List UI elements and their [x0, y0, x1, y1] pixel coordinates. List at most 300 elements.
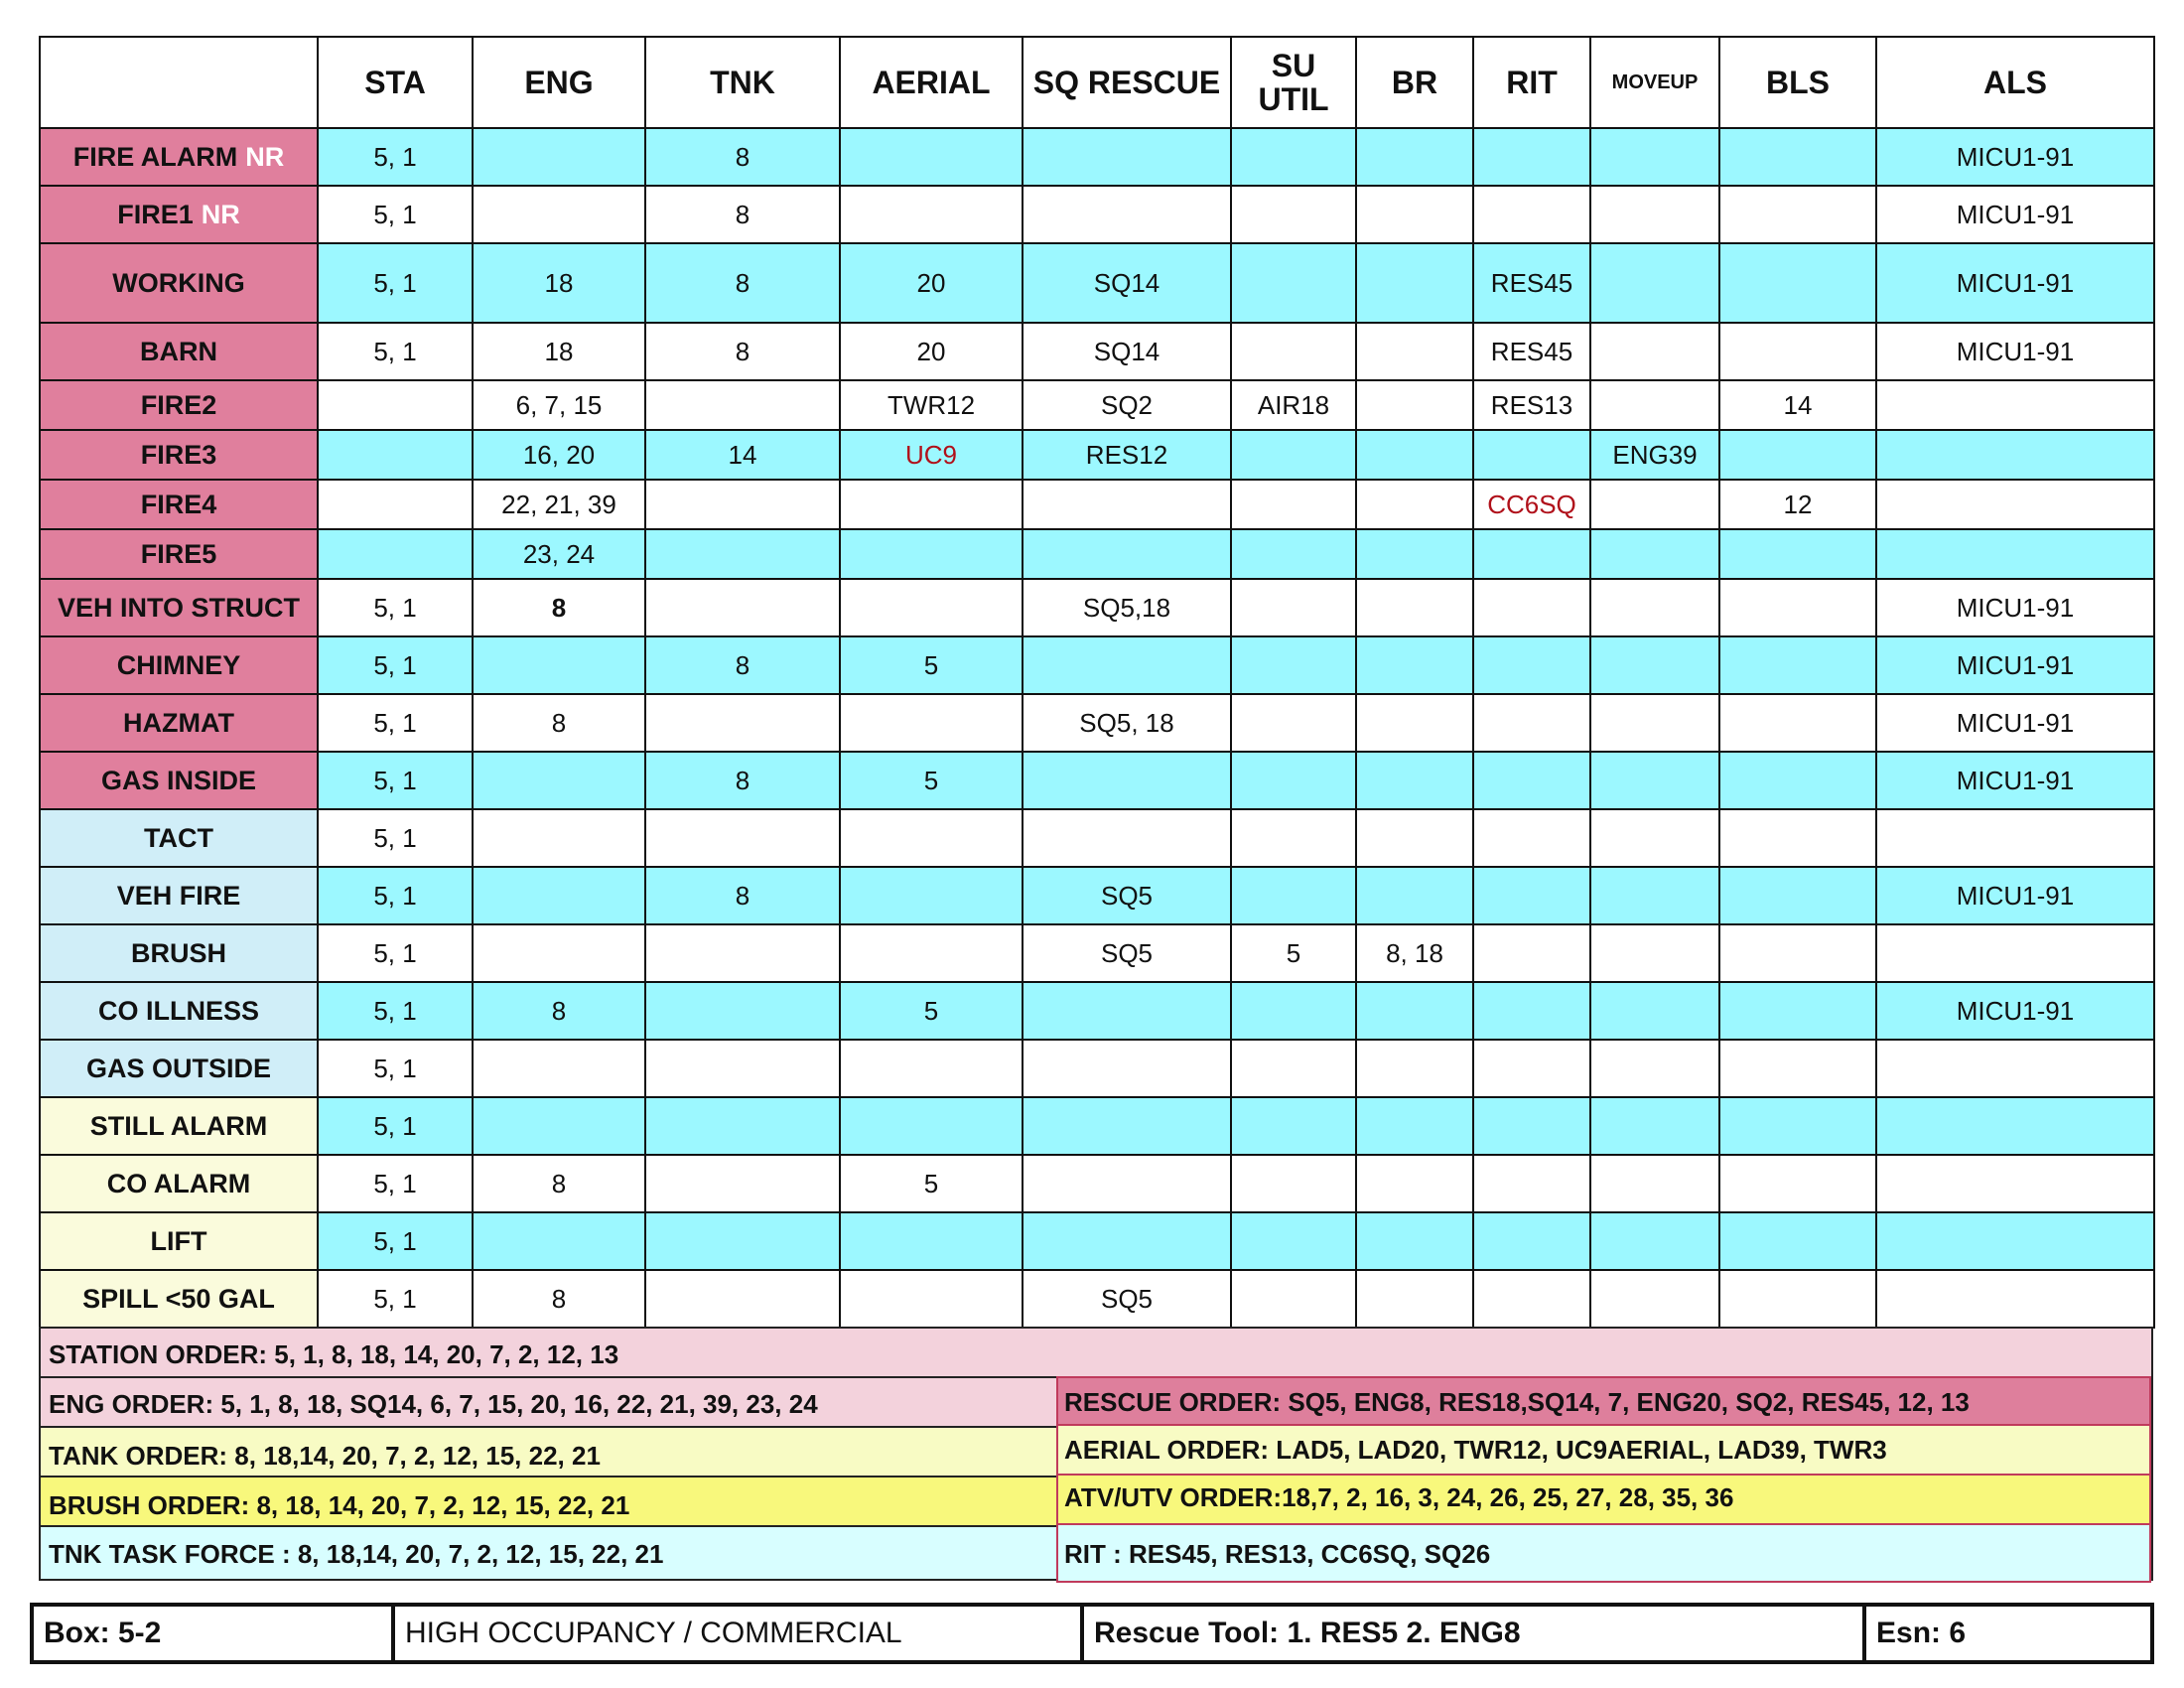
header-moveup: MOVEUP	[1590, 37, 1719, 128]
table-cell: 5, 1	[318, 1155, 473, 1212]
table-cell: MICU1-91	[1876, 128, 2154, 186]
table-cell	[318, 430, 473, 480]
table-cell	[1023, 529, 1231, 579]
table-cell	[1473, 1212, 1590, 1270]
header-sta: STA	[318, 37, 473, 128]
table-cell: SQ2	[1023, 380, 1231, 430]
table-row	[40, 636, 2154, 694]
table-cell	[1356, 982, 1473, 1040]
table-cell	[1473, 636, 1590, 694]
table-row	[40, 924, 2154, 982]
table-cell	[1356, 1155, 1473, 1212]
table-cell: 5, 1	[318, 1040, 473, 1097]
table-cell	[1356, 323, 1473, 380]
table-cell: CC6SQ	[1473, 480, 1590, 529]
table-cell	[473, 636, 645, 694]
table-cell	[1719, 579, 1876, 636]
table-cell: 5, 1	[318, 982, 473, 1040]
table-cell	[1231, 1212, 1356, 1270]
row-label	[40, 694, 318, 752]
table-cell: MICU1-91	[1876, 323, 2154, 380]
tnk-task-force-text: TNK TASK FORCE : 8, 18,14, 20, 7, 2, 12, 15, 22, 21	[49, 1539, 664, 1569]
table-cell	[1231, 636, 1356, 694]
table-cell	[645, 380, 840, 430]
table-cell: SQ5, 18	[1023, 694, 1231, 752]
table-cell	[1719, 323, 1876, 380]
aerial-order-box	[1056, 1424, 2151, 1476]
table-cell	[1023, 982, 1231, 1040]
table-cell: 8	[645, 323, 840, 380]
table-cell: SQ5,18	[1023, 579, 1231, 636]
table-cell	[1590, 1040, 1719, 1097]
table-row	[40, 480, 2154, 529]
row-label	[40, 752, 318, 809]
table-cell: RES45	[1473, 243, 1590, 323]
table-cell	[318, 529, 473, 579]
atv-utv-order-box	[1056, 1474, 2151, 1525]
row-label-text: FIRE1	[117, 199, 194, 229]
table-row	[40, 867, 2154, 924]
table-cell	[1356, 809, 1473, 867]
table-cell: 16, 20	[473, 430, 645, 480]
row-label	[40, 430, 318, 480]
rit-order-text: RIT : RES45, RES13, CC6SQ, SQ26	[1064, 1539, 1491, 1569]
table-row	[40, 579, 2154, 636]
row-label	[40, 867, 318, 924]
eng-order-text: ENG ORDER: 5, 1, 8, 18, SQ14, 6, 7, 15, 20, 16, 22, 21, 39, 23, 24	[49, 1389, 818, 1419]
table-cell	[1231, 579, 1356, 636]
header-als: ALS	[1876, 37, 2154, 128]
table-row	[40, 380, 2154, 430]
table-cell: 5, 1	[318, 1270, 473, 1328]
header-aerial: AERIAL	[840, 37, 1023, 128]
table-cell: RES12	[1023, 430, 1231, 480]
table-cell	[1719, 529, 1876, 579]
table-cell	[1590, 809, 1719, 867]
row-label	[40, 982, 318, 1040]
table-cell: 5, 1	[318, 186, 473, 243]
row-label	[40, 636, 318, 694]
table-cell	[1473, 186, 1590, 243]
table-cell: 5	[1231, 924, 1356, 982]
table-cell	[473, 1212, 645, 1270]
table-cell	[645, 1212, 840, 1270]
header-corner	[40, 37, 318, 128]
row-label	[40, 1212, 318, 1270]
table-cell	[1473, 752, 1590, 809]
table-cell	[1719, 636, 1876, 694]
footer-occupancy: HIGH OCCUPANCY / COMMERCIAL	[395, 1607, 1084, 1660]
table-cell	[473, 186, 645, 243]
row-label-text: CO ILLNESS	[97, 995, 259, 1026]
table-cell	[1590, 480, 1719, 529]
table-cell	[1719, 809, 1876, 867]
row-label	[40, 1040, 318, 1097]
brush-order-text: BRUSH ORDER: 8, 18, 14, 20, 7, 2, 12, 15, 22, 21	[49, 1490, 630, 1520]
table-cell: 5	[840, 982, 1023, 1040]
table-cell	[1876, 529, 2154, 579]
table-row	[40, 243, 2154, 323]
table-cell	[1876, 480, 2154, 529]
table-cell	[1473, 867, 1590, 924]
table-cell: 5, 1	[318, 243, 473, 323]
atv-utv-order-text: ATV/UTV ORDER:18,7, 2, 16, 3, 24, 26, 25, 27, 28, 35, 36	[1064, 1482, 1734, 1512]
table-cell: 23, 24	[473, 529, 645, 579]
table-cell	[1590, 579, 1719, 636]
table-cell	[1231, 809, 1356, 867]
table-cell: MICU1-91	[1876, 867, 2154, 924]
table-cell: SQ14	[1023, 243, 1231, 323]
header-bls: BLS	[1719, 37, 1876, 128]
table-cell	[840, 480, 1023, 529]
header-rit: RIT	[1473, 37, 1590, 128]
station-order-row	[39, 1327, 2153, 1378]
table-cell	[645, 982, 840, 1040]
table-cell: 8, 18	[1356, 924, 1473, 982]
table-row	[40, 1097, 2154, 1155]
table-row	[40, 809, 2154, 867]
table-cell: 8	[473, 579, 645, 636]
table-cell	[1356, 867, 1473, 924]
table-cell: 22, 21, 39	[473, 480, 645, 529]
table-cell	[1231, 1270, 1356, 1328]
table-cell: 5, 1	[318, 752, 473, 809]
table-cell: SQ5	[1023, 924, 1231, 982]
table-cell	[1356, 430, 1473, 480]
table-cell: 8	[645, 128, 840, 186]
table-cell	[1231, 186, 1356, 243]
table-cell: 14	[1719, 380, 1876, 430]
table-cell: 5, 1	[318, 1212, 473, 1270]
table-cell	[1473, 1097, 1590, 1155]
row-label-text: FIRE3	[140, 439, 217, 470]
row-label-text: GAS INSIDE	[100, 765, 257, 795]
table-cell	[473, 924, 645, 982]
table-cell	[1356, 694, 1473, 752]
row-label-text: FIRE4	[140, 489, 217, 519]
table-cell: 5, 1	[318, 1097, 473, 1155]
row-label	[40, 128, 318, 186]
table-cell	[1231, 1155, 1356, 1212]
table-cell: MICU1-91	[1876, 186, 2154, 243]
header-br: BR	[1356, 37, 1473, 128]
table-cell	[1590, 380, 1719, 430]
table-cell	[1590, 636, 1719, 694]
table-cell	[1719, 186, 1876, 243]
rescue-order-box	[1056, 1376, 2151, 1426]
table-cell	[1231, 1097, 1356, 1155]
table-cell	[1473, 430, 1590, 480]
table-cell	[1473, 924, 1590, 982]
table-cell	[840, 1212, 1023, 1270]
footer-box: Box: 5-2	[34, 1607, 395, 1660]
table-cell	[840, 1270, 1023, 1328]
footer-rescue-tool: Rescue Tool: 1. RES5 2. ENG8	[1084, 1607, 1866, 1660]
table-cell: 8	[473, 1270, 645, 1328]
table-cell	[1356, 1040, 1473, 1097]
table-cell	[1473, 694, 1590, 752]
table-cell	[840, 579, 1023, 636]
table-cell	[1023, 1040, 1231, 1097]
rescue-order-text: RESCUE ORDER: SQ5, ENG8, RES18,SQ14, 7, ENG20, SQ2, RES45, 12, 13	[1064, 1387, 1970, 1417]
header-row	[40, 37, 2154, 128]
row-label	[40, 924, 318, 982]
table-cell	[1473, 982, 1590, 1040]
table-cell	[318, 480, 473, 529]
row-label	[40, 1270, 318, 1328]
row-label	[40, 1155, 318, 1212]
table-cell	[1473, 128, 1590, 186]
table-cell	[1876, 430, 2154, 480]
table-cell	[1719, 243, 1876, 323]
row-label-text: CO ALARM	[106, 1168, 251, 1198]
table-cell	[1876, 1212, 2154, 1270]
table-cell: TWR12	[840, 380, 1023, 430]
table-cell	[473, 1040, 645, 1097]
table-cell: SQ14	[1023, 323, 1231, 380]
row-label-nr-tag: NR	[245, 141, 285, 172]
table-cell	[645, 579, 840, 636]
row-label	[40, 1097, 318, 1155]
row-label-text: FIRE ALARM	[72, 141, 238, 172]
table-cell: 8	[645, 636, 840, 694]
table-cell	[1023, 128, 1231, 186]
table-cell	[840, 867, 1023, 924]
table-cell	[1473, 1270, 1590, 1328]
table-cell	[1356, 636, 1473, 694]
table-cell	[1231, 694, 1356, 752]
footer-esn: Esn: 6	[1876, 1617, 1967, 1649]
row-label-text: LIFT	[150, 1225, 207, 1256]
table-cell	[1231, 323, 1356, 380]
table-cell	[1231, 243, 1356, 323]
table-cell: 5, 1	[318, 636, 473, 694]
table-cell	[840, 1040, 1023, 1097]
table-cell	[1356, 128, 1473, 186]
row-label	[40, 186, 318, 243]
table-cell	[1876, 380, 2154, 430]
row-label	[40, 380, 318, 430]
table-cell	[645, 1270, 840, 1328]
table-cell: 18	[473, 323, 645, 380]
table-cell	[1231, 529, 1356, 579]
table-cell	[1356, 243, 1473, 323]
row-label	[40, 809, 318, 867]
table-cell	[1023, 1155, 1231, 1212]
table-cell	[1473, 529, 1590, 579]
table-cell	[1356, 529, 1473, 579]
table-cell	[1356, 1097, 1473, 1155]
table-cell	[1023, 809, 1231, 867]
table-cell: MICU1-91	[1876, 636, 2154, 694]
response-matrix-table	[39, 36, 2155, 1329]
table-cell: AIR18	[1231, 380, 1356, 430]
table-cell	[473, 867, 645, 924]
table-cell	[1590, 1155, 1719, 1212]
table-cell	[1023, 1212, 1231, 1270]
table-row	[40, 694, 2154, 752]
table-cell: ENG39	[1590, 430, 1719, 480]
table-cell: 5	[840, 636, 1023, 694]
table-cell	[1876, 1270, 2154, 1328]
table-cell	[1590, 243, 1719, 323]
table-cell	[1876, 809, 2154, 867]
table-cell	[1590, 982, 1719, 1040]
table-cell: 20	[840, 323, 1023, 380]
table-cell: 20	[840, 243, 1023, 323]
table-cell	[1719, 1097, 1876, 1155]
table-cell	[473, 752, 645, 809]
table-cell: MICU1-91	[1876, 694, 2154, 752]
table-cell	[1231, 752, 1356, 809]
row-label	[40, 243, 318, 323]
table-cell: RES13	[1473, 380, 1590, 430]
aerial-order-text: AERIAL ORDER: LAD5, LAD20, TWR12, UC9AERIAL, LAD39, TWR3	[1064, 1435, 1887, 1465]
station-order-text: STATION ORDER: 5, 1, 8, 18, 14, 20, 7, 2, 12, 13	[49, 1339, 619, 1369]
table-cell	[1590, 867, 1719, 924]
table-cell	[1231, 480, 1356, 529]
table-cell: 8	[645, 186, 840, 243]
table-cell	[645, 694, 840, 752]
table-body	[40, 128, 2154, 1328]
table-cell	[1590, 128, 1719, 186]
table-cell	[840, 924, 1023, 982]
table-row	[40, 1155, 2154, 1212]
row-label-text: SPILL <50 GAL	[82, 1283, 275, 1314]
table-cell	[1023, 1097, 1231, 1155]
table-cell	[1719, 924, 1876, 982]
table-row	[40, 128, 2154, 186]
table-cell	[1719, 752, 1876, 809]
table-cell: 5, 1	[318, 579, 473, 636]
table-cell	[1719, 1270, 1876, 1328]
table-cell	[1590, 752, 1719, 809]
table-cell: 5, 1	[318, 323, 473, 380]
table-cell	[1473, 809, 1590, 867]
table-cell	[1231, 430, 1356, 480]
header-tnk: TNK	[645, 37, 840, 128]
table-row	[40, 752, 2154, 809]
table-cell	[1719, 128, 1876, 186]
table-cell	[1590, 1212, 1719, 1270]
table-row	[40, 323, 2154, 380]
table-cell	[1231, 982, 1356, 1040]
table-cell: 6, 7, 15	[473, 380, 645, 430]
table-cell: MICU1-91	[1876, 752, 2154, 809]
table-cell: UC9	[840, 430, 1023, 480]
table-cell	[1719, 694, 1876, 752]
row-label-text: STILL ALARM	[89, 1110, 268, 1141]
table-cell	[1473, 1040, 1590, 1097]
table-cell	[840, 1097, 1023, 1155]
table-cell: MICU1-91	[1876, 982, 2154, 1040]
table-cell: SQ5	[1023, 867, 1231, 924]
row-label-text: TACT	[144, 822, 213, 853]
tank-order-text: TANK ORDER: 8, 18,14, 20, 7, 2, 12, 15, 22, 21	[49, 1441, 601, 1471]
table-cell	[1876, 1155, 2154, 1212]
row-label-text: CHIMNEY	[116, 649, 241, 680]
table-row	[40, 982, 2154, 1040]
table-cell	[1590, 924, 1719, 982]
table-cell: 5, 1	[318, 924, 473, 982]
table-cell	[645, 924, 840, 982]
table-cell	[1356, 186, 1473, 243]
table-cell	[1023, 480, 1231, 529]
table-cell: 8	[645, 867, 840, 924]
table-row	[40, 186, 2154, 243]
row-label	[40, 529, 318, 579]
table-cell	[1590, 529, 1719, 579]
table-cell	[1590, 694, 1719, 752]
table-cell	[1356, 1270, 1473, 1328]
table-cell	[645, 1097, 840, 1155]
table-cell	[1023, 186, 1231, 243]
row-label-text: BARN	[140, 336, 217, 366]
table-cell	[1719, 867, 1876, 924]
table-cell	[840, 128, 1023, 186]
table-cell	[1719, 982, 1876, 1040]
table-cell	[1473, 1155, 1590, 1212]
row-label-text: VEH INTO STRUCT	[57, 592, 300, 623]
row-label-text: BRUSH	[130, 937, 226, 968]
table-cell	[645, 1040, 840, 1097]
table-cell	[318, 380, 473, 430]
row-label	[40, 579, 318, 636]
table-cell: SQ5	[1023, 1270, 1231, 1328]
table-cell: 12	[1719, 480, 1876, 529]
rit-order-box	[1056, 1523, 2151, 1583]
table-cell	[1590, 1270, 1719, 1328]
table-cell	[473, 128, 645, 186]
table-cell	[1590, 323, 1719, 380]
table-cell: RES45	[1473, 323, 1590, 380]
table-cell	[1876, 924, 2154, 982]
row-label-nr-tag: NR	[201, 199, 240, 229]
table-cell	[1356, 380, 1473, 430]
row-label-text: VEH FIRE	[116, 880, 241, 911]
row-label-text: FIRE2	[140, 389, 217, 420]
header-su-util: SU UTIL	[1231, 37, 1356, 128]
header-eng: ENG	[473, 37, 645, 128]
table-cell	[840, 186, 1023, 243]
table-cell	[1356, 752, 1473, 809]
table-cell: 8	[473, 1155, 645, 1212]
table-cell: 5, 1	[318, 867, 473, 924]
table-row	[40, 1040, 2154, 1097]
table-row	[40, 430, 2154, 480]
table-cell	[1719, 1212, 1876, 1270]
table-row	[40, 1270, 2154, 1328]
table-cell	[1590, 1097, 1719, 1155]
table-cell	[645, 1155, 840, 1212]
row-label	[40, 323, 318, 380]
table-cell	[1719, 430, 1876, 480]
table-cell: 14	[645, 430, 840, 480]
table-cell	[645, 480, 840, 529]
table-row	[40, 1212, 2154, 1270]
row-label	[40, 480, 318, 529]
table-cell: 5, 1	[318, 694, 473, 752]
table-cell: 8	[473, 694, 645, 752]
table-cell: 5, 1	[318, 809, 473, 867]
table-cell	[1231, 867, 1356, 924]
row-label-text: WORKING	[112, 267, 245, 298]
table-cell	[840, 529, 1023, 579]
table-cell	[840, 694, 1023, 752]
table-cell	[1356, 480, 1473, 529]
table-cell	[1719, 1040, 1876, 1097]
table-cell	[645, 529, 840, 579]
